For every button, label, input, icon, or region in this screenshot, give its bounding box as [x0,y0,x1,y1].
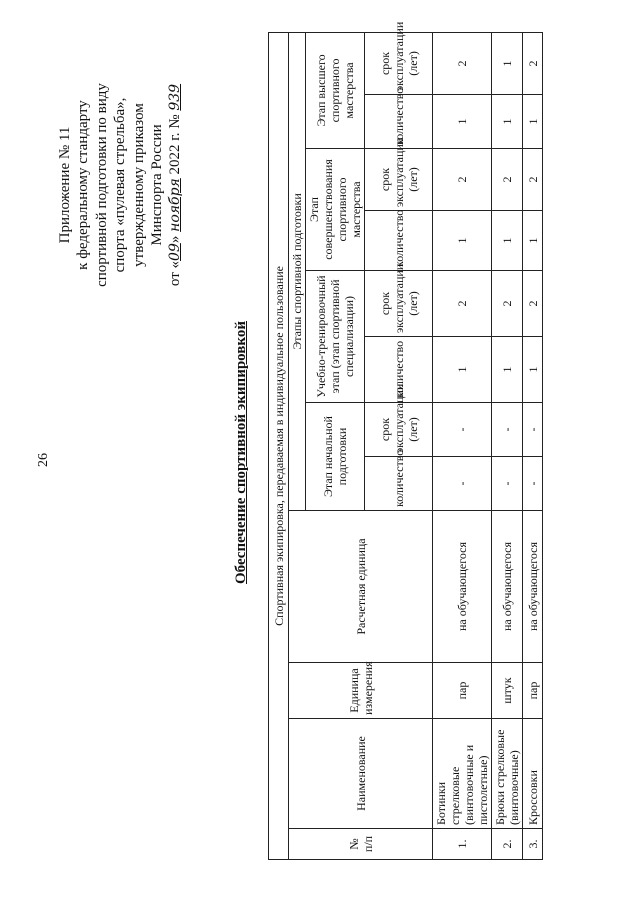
row-value: 2 [433,271,492,337]
subheader-quantity: количество [365,457,433,511]
date-mid: » [167,235,184,244]
row-value: - [492,457,523,511]
date-month: ноября [167,178,184,232]
subheader-term: срок эксплуатации (лет) [365,32,433,94]
row-calc: на обучающегося [492,511,523,663]
row-value: - [523,403,543,457]
row-value: 1 [492,211,523,271]
stage-header: Этап совершенствования спортивного мастерства [306,149,365,271]
row-number: 1. [433,829,492,860]
row-value: 2 [492,271,523,337]
subheader-quantity: количество [365,211,433,271]
subheader-quantity: количество [365,337,433,403]
appendix-line: Приложение № 11 [57,126,73,244]
subheader-term: срок эксплуатации (лет) [365,271,433,337]
row-value: - [492,403,523,457]
appendix-line: Минспорта России [149,124,166,246]
page-number: 26 [36,453,51,467]
table-header-main: Спортивная экипировка, передаваемая в индивидуальное пользование [269,32,289,859]
row-value: 2 [523,149,543,211]
row-number: 2. [492,829,523,860]
appendix-line: спортивной подготовки по виду [93,83,110,287]
col-number-header: № п/п [289,829,433,860]
row-value: 2 [492,149,523,211]
row-number: 3. [523,829,543,860]
row-calc: на обучающегося [433,511,492,663]
equipment-table [268,21,543,860]
page-title: Обеспечение спортивной экипировкой [233,321,249,585]
stage-header: Учебно-тренировочный этап (этап спортивной специализации) [306,271,365,403]
row-value: 1 [492,337,523,403]
stage-header: Этап начальной подготовки [306,403,365,511]
row-value: 1 [523,337,543,403]
row-value: 2 [523,271,543,337]
row-value: 2 [433,32,492,94]
appendix-line: утвержденному приказом [130,103,147,267]
row-value: 1 [433,95,492,149]
appendix-line: к федеральному стандарту [75,100,92,270]
row-value: 2 [523,32,543,94]
row-name: Ботинки стрелковые (винтовочные и пистолетные) [433,719,492,829]
col-name-header: Наименование [289,719,433,829]
row-value: 1 [492,95,523,149]
subheader-term: срок эксплуатации (лет) [365,403,433,457]
table-row [433,32,492,859]
date-prefix: от « [167,260,184,287]
row-value: - [433,457,492,511]
row-value: 1 [433,211,492,271]
col-unit-header: Единица измерения [289,663,433,719]
row-value: 2 [433,149,492,211]
row-value: - [523,457,543,511]
order-number: 939 [167,83,184,111]
stage-header: Этап высшего спортивного мастерства [306,32,365,148]
row-value: - [433,403,492,457]
row-unit: пар [433,663,492,719]
table-row [523,32,543,859]
appendix-date-line [166,30,184,340]
row-value: 1 [523,211,543,271]
row-value: 1 [492,32,523,94]
row-unit: пар [523,663,543,719]
row-value: 1 [523,95,543,149]
row-name: Кроссовки [523,719,543,829]
date-year: 2022 г. № [167,114,184,175]
stages-header: Этапы спортивной подготовки [289,32,306,510]
date-day: 09 [167,243,184,261]
table-row [492,32,523,859]
col-calc-header: Расчетная единица [289,511,433,663]
subheader-quantity: количество [365,95,433,149]
row-unit: штук [492,663,523,719]
row-name: Брюки стрелковые (винтовочные) [492,719,523,829]
subheader-term: срок эксплуатации (лет) [365,149,433,211]
row-value: 1 [433,337,492,403]
appendix-line: спорта «пулевая стрельба», [112,97,129,273]
row-calc: на обучающегося [523,511,543,663]
appendix-block [56,30,185,340]
